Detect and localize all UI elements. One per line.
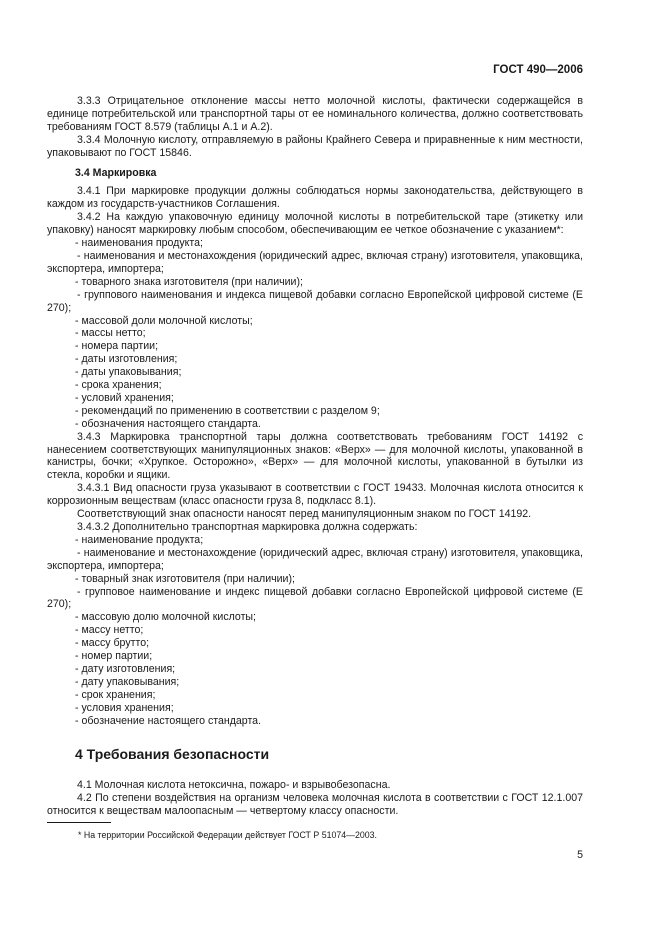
list-item: - наименования продукта; (75, 237, 203, 250)
list-item: - массы нетто; (75, 327, 146, 340)
list-item: - массовую долю молочной кислоты; (75, 611, 256, 624)
document-header: ГОСТ 490—2006 (493, 64, 583, 76)
paragraph: 4.2 По степени воздействия на организм человека молочная кислота в соответствии с ГОСТ 12.1.007 относится к веществам малоопасным — четвертому классу опасности. (47, 792, 583, 818)
paragraph: 3.3.4 Молочную кислоту, отправляемую в районы Крайнего Севера и приравненные к ним местности, упаковывают по ГОСТ 15846. (47, 133, 583, 159)
list-item: - дату изготовления; (75, 662, 176, 675)
paragraph: 4.1 Молочная кислота нетоксична, пожаро- и взрывобезопасна. (77, 779, 391, 792)
footnote-separator (47, 822, 111, 823)
list-item: - срок хранения; (75, 688, 156, 701)
list-item: - условия хранения; (75, 701, 174, 714)
list-item: - массу брутто; (75, 637, 150, 650)
list-item: - обозначения настоящего стандарта. (75, 417, 261, 430)
paragraph: - наименование и местонахождение (юридический адрес, включая страну) изготовителя, упаковщика, экспортера, импортера; (47, 546, 583, 572)
list-item: - массу нетто; (75, 624, 144, 637)
list-item: - массовой доли молочной кислоты; (75, 314, 253, 327)
list-item: - рекомендаций по применению в соответствии с разделом 9; (75, 404, 380, 417)
paragraph: - групповое наименование и индекс пищевой добавки согласно Европейской цифровой системе (Е 270); (47, 585, 583, 611)
list-item: - срока хранения; (75, 379, 162, 392)
list-item: - товарного знака изготовителя (при наличии); (75, 275, 303, 288)
page-number: 5 (577, 849, 583, 861)
paragraph: 3.4.1 При маркировке продукции должны соблюдаться нормы законодательства, действующего в каждом из государств-участников Соглашения. (47, 185, 583, 211)
paragraph: 3.3.3 Отрицательное отклонение массы нетто молочной кислоты, фактически содержащейся в единице потребительской или транспортной тары от ее номинального количества, должно соответствовать требованиям ГОСТ 8.579 (таблицы А.1 и А.2). (47, 95, 583, 133)
list-item: - обозначение настоящего стандарта. (75, 714, 262, 727)
section-heading: 4 Требования безопасности (75, 745, 270, 762)
list-item: - даты изготовления; (75, 353, 178, 366)
list-item: - наименование продукта; (75, 533, 204, 546)
paragraph: 3.4.2 На каждую упаковочную единицу молочной кислоты в потребительской таре (этикетку или упаковку) наносят маркировку любым способом, обеспечивающим ее четкое обозначение с указанием*: (47, 211, 583, 237)
paragraph: 3.4.3.1 Вид опасности груза указывают в соответствии с ГОСТ 19433. Молочная кислота относится к коррозионным веществам (класс опасности груза 8, подкласс 8.1). (47, 482, 583, 508)
list-item: - номер партии; (75, 650, 153, 663)
paragraph: Соответствующий знак опасности наносят перед манипуляционным знаком по ГОСТ 14192. (77, 508, 532, 521)
footnote: * На территории Российской Федерации действует ГОСТ Р 51074—2003. (78, 830, 377, 840)
subsection-heading: 3.4 Маркировка (75, 166, 157, 179)
paragraph: 3.4.3 Маркировка транспортной тары должна соответствовать требованиям ГОСТ 14192 с нанесением соответствующих манипуляционных знаков: «Верх» — для молочной кислоты, упакованной в канистры, бочки; «Хрупкое. Осторожно», «Верх» — для молочной кислоты, упакованной в бутылки из стекла, коробки и ящики. (47, 430, 583, 482)
list-item: - товарный знак изготовителя (при наличии); (75, 572, 295, 585)
list-item: - дату упаковывания; (75, 675, 180, 688)
list-item: - даты упаковывания; (75, 366, 182, 379)
paragraph: - наименования и местонахождения (юридический адрес, включая страну) изготовителя, упаковщика, экспортера, импортера; (47, 249, 583, 275)
paragraph: 3.4.3.2 Дополнительно транспортная маркировка должна содержать: (77, 521, 418, 533)
list-item: - условий хранения; (75, 391, 174, 404)
list-item: - номера партии; (75, 340, 159, 353)
paragraph: - группового наименования и индекса пищевой добавки согласно Европейской цифровой системе (Е 270); (47, 288, 583, 314)
document-body (47, 95, 583, 818)
